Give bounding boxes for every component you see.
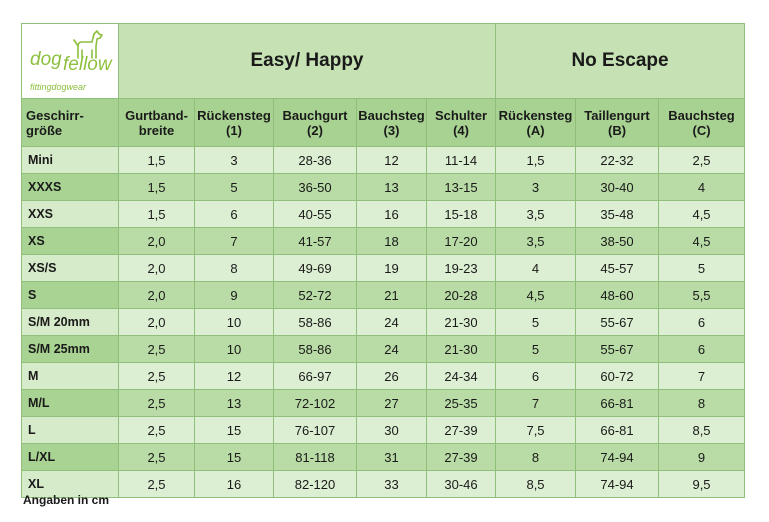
logo-word-dog: dog: [30, 49, 62, 70]
table-row: [22, 363, 745, 390]
table-cell-shoulder-4: 15-18: [427, 201, 496, 228]
group-header-row: [22, 24, 745, 99]
table-cell-back-strap-1: 8: [195, 255, 274, 282]
size-label-cell: Mini: [22, 147, 119, 174]
size-label-cell: XS/S: [22, 255, 119, 282]
table-cell-belly-strap-c: 9,5: [659, 471, 745, 498]
table-cell-belly-belt-2: 58-86: [274, 309, 357, 336]
table-cell-back-strap-1: 6: [195, 201, 274, 228]
column-header-belly-belt-2: Bauchgurt (2): [274, 99, 357, 147]
table-cell-strap-width: 2,5: [119, 417, 195, 444]
table-row: [22, 309, 745, 336]
size-label-cell: S/M 25mm: [22, 336, 119, 363]
table-cell-strap-width: 2,5: [119, 390, 195, 417]
table-cell-strap-width: 2,0: [119, 309, 195, 336]
table-row: [22, 390, 745, 417]
table-cell-belly-strap-3: 26: [357, 363, 427, 390]
table-cell-belly-belt-2: 72-102: [274, 390, 357, 417]
size-label-cell: XXXS: [22, 174, 119, 201]
column-header-back-strap-a: Rückensteg (A): [496, 99, 576, 147]
table-cell-back-strap-a: 5: [496, 309, 576, 336]
size-label-cell: M/L: [22, 390, 119, 417]
table-cell-back-strap-a: 4: [496, 255, 576, 282]
column-header-belly-strap-c: Bauchsteg (C): [659, 99, 745, 147]
table-cell-belly-strap-3: 27: [357, 390, 427, 417]
table-cell-belly-belt-2: 40-55: [274, 201, 357, 228]
logo-word-fellow: fellow: [63, 54, 112, 75]
table-cell-strap-width: 2,5: [119, 444, 195, 471]
table-cell-back-strap-1: 12: [195, 363, 274, 390]
table-cell-back-strap-a: 3,5: [496, 201, 576, 228]
table-cell-strap-width: 1,5: [119, 174, 195, 201]
table-cell-back-strap-a: 1,5: [496, 147, 576, 174]
table-cell-belly-belt-2: 66-97: [274, 363, 357, 390]
table-row: [22, 147, 745, 174]
size-label-cell: XXS: [22, 201, 119, 228]
table-cell-belly-strap-c: 6: [659, 336, 745, 363]
table-cell-belly-strap-3: 24: [357, 309, 427, 336]
table-cell-strap-width: 1,5: [119, 201, 195, 228]
group-header-no-escape: [496, 24, 745, 99]
table-cell-belly-strap-c: 5: [659, 255, 745, 282]
table-cell-back-strap-a: 8: [496, 444, 576, 471]
column-header-waist-belt-b: Taillengurt (B): [576, 99, 659, 147]
table-cell-back-strap-a: 5: [496, 336, 576, 363]
table-cell-belly-strap-c: 4,5: [659, 228, 745, 255]
table-cell-back-strap-a: 6: [496, 363, 576, 390]
table-cell-back-strap-1: 16: [195, 471, 274, 498]
table-cell-belly-belt-2: 28-36: [274, 147, 357, 174]
table-row: [22, 201, 745, 228]
table-cell-waist-belt-b: 38-50: [576, 228, 659, 255]
table-cell-back-strap-a: 3,5: [496, 228, 576, 255]
table-cell-belly-strap-3: 21: [357, 282, 427, 309]
table-cell-back-strap-1: 10: [195, 336, 274, 363]
table-cell-back-strap-1: 9: [195, 282, 274, 309]
column-header-row: [22, 99, 745, 147]
table-cell-belly-strap-c: 4,5: [659, 201, 745, 228]
size-label-cell: L: [22, 417, 119, 444]
table-cell-belly-strap-c: 5,5: [659, 282, 745, 309]
table-cell-shoulder-4: 27-39: [427, 444, 496, 471]
column-header-harness-size: Geschirr- größe: [22, 99, 119, 147]
table-cell-belly-strap-c: 9: [659, 444, 745, 471]
table-row: [22, 174, 745, 201]
group-title-easy-happy: Easy/ Happy: [250, 50, 364, 71]
table-row: [22, 282, 745, 309]
size-label-cell: XL: [22, 471, 119, 498]
group-title-no-escape: No Escape: [571, 50, 669, 71]
table-cell-belly-strap-3: 13: [357, 174, 427, 201]
table-cell-waist-belt-b: 55-67: [576, 336, 659, 363]
table-cell-strap-width: 2,5: [119, 363, 195, 390]
table-cell-back-strap-1: 15: [195, 417, 274, 444]
table-cell-shoulder-4: 21-30: [427, 309, 496, 336]
size-label-cell: XS: [22, 228, 119, 255]
table-cell-shoulder-4: 21-30: [427, 336, 496, 363]
table-cell-shoulder-4: 24-34: [427, 363, 496, 390]
size-label-cell: M: [22, 363, 119, 390]
table-row: [22, 417, 745, 444]
table-cell-waist-belt-b: 35-48: [576, 201, 659, 228]
table-cell-belly-belt-2: 81-118: [274, 444, 357, 471]
size-label-cell: S/M 20mm: [22, 309, 119, 336]
size-chart-table: [21, 23, 745, 498]
column-header-shoulder-4: Schulter (4): [427, 99, 496, 147]
logo-cell: [22, 24, 119, 99]
table-cell-back-strap-a: 4,5: [496, 282, 576, 309]
table-cell-belly-strap-c: 8: [659, 390, 745, 417]
table-row: [22, 336, 745, 363]
table-cell-belly-belt-2: 49-69: [274, 255, 357, 282]
table-cell-shoulder-4: 17-20: [427, 228, 496, 255]
table-cell-shoulder-4: 13-15: [427, 174, 496, 201]
table-cell-belly-belt-2: 58-86: [274, 336, 357, 363]
group-header-easy-happy: [119, 24, 496, 99]
table-cell-waist-belt-b: 48-60: [576, 282, 659, 309]
logo-tagline: fittingdogwear: [30, 82, 87, 92]
table-cell-strap-width: 1,5: [119, 147, 195, 174]
table-cell-belly-strap-c: 2,5: [659, 147, 745, 174]
table-cell-strap-width: 2,0: [119, 228, 195, 255]
size-label-cell: L/XL: [22, 444, 119, 471]
table-cell-waist-belt-b: 60-72: [576, 363, 659, 390]
table-cell-back-strap-1: 5: [195, 174, 274, 201]
table-cell-shoulder-4: 27-39: [427, 417, 496, 444]
table-cell-belly-belt-2: 76-107: [274, 417, 357, 444]
table-cell-belly-belt-2: 36-50: [274, 174, 357, 201]
table-cell-belly-strap-3: 24: [357, 336, 427, 363]
table-cell-back-strap-1: 10: [195, 309, 274, 336]
table-cell-waist-belt-b: 66-81: [576, 390, 659, 417]
table-cell-waist-belt-b: 45-57: [576, 255, 659, 282]
table-cell-belly-belt-2: 52-72: [274, 282, 357, 309]
table-row: [22, 255, 745, 282]
table-cell-shoulder-4: 25-35: [427, 390, 496, 417]
table-cell-shoulder-4: 30-46: [427, 471, 496, 498]
table-cell-back-strap-1: 13: [195, 390, 274, 417]
table-cell-belly-strap-3: 19: [357, 255, 427, 282]
table-cell-shoulder-4: 11-14: [427, 147, 496, 174]
table-cell-strap-width: 2,5: [119, 471, 195, 498]
table-cell-belly-strap-3: 31: [357, 444, 427, 471]
table-cell-belly-strap-c: 7: [659, 363, 745, 390]
table-cell-back-strap-a: 3: [496, 174, 576, 201]
table-cell-belly-strap-c: 6: [659, 309, 745, 336]
table-cell-belly-strap-3: 16: [357, 201, 427, 228]
column-header-belly-strap-3: Bauchsteg (3): [357, 99, 427, 147]
table-cell-back-strap-1: 3: [195, 147, 274, 174]
table-cell-back-strap-a: 8,5: [496, 471, 576, 498]
table-row: [22, 471, 745, 498]
table-cell-belly-belt-2: 82-120: [274, 471, 357, 498]
table-cell-back-strap-a: 7: [496, 390, 576, 417]
table-row: [22, 228, 745, 255]
table-cell-waist-belt-b: 74-94: [576, 471, 659, 498]
column-header-back-strap-1: Rückensteg (1): [195, 99, 274, 147]
table-cell-strap-width: 2,0: [119, 255, 195, 282]
table-row: [22, 444, 745, 471]
table-cell-waist-belt-b: 30-40: [576, 174, 659, 201]
table-cell-belly-strap-3: 12: [357, 147, 427, 174]
table-cell-belly-strap-c: 4: [659, 174, 745, 201]
dogfellow-logo: [22, 24, 118, 98]
table-cell-waist-belt-b: 55-67: [576, 309, 659, 336]
table-cell-waist-belt-b: 66-81: [576, 417, 659, 444]
table-cell-back-strap-1: 7: [195, 228, 274, 255]
size-label-cell: S: [22, 282, 119, 309]
table-cell-back-strap-1: 15: [195, 444, 274, 471]
table-cell-belly-strap-c: 8,5: [659, 417, 745, 444]
column-header-strap-width: Gurtband- breite: [119, 99, 195, 147]
table-cell-shoulder-4: 20-28: [427, 282, 496, 309]
table-cell-back-strap-a: 7,5: [496, 417, 576, 444]
table-cell-waist-belt-b: 74-94: [576, 444, 659, 471]
table-cell-shoulder-4: 19-23: [427, 255, 496, 282]
table-cell-belly-belt-2: 41-57: [274, 228, 357, 255]
table-cell-strap-width: 2,5: [119, 336, 195, 363]
table-cell-waist-belt-b: 22-32: [576, 147, 659, 174]
table-cell-belly-strap-3: 30: [357, 417, 427, 444]
table-cell-strap-width: 2,0: [119, 282, 195, 309]
table-cell-belly-strap-3: 33: [357, 471, 427, 498]
table-cell-belly-strap-3: 18: [357, 228, 427, 255]
units-footnote: Angaben in cm: [23, 493, 110, 507]
